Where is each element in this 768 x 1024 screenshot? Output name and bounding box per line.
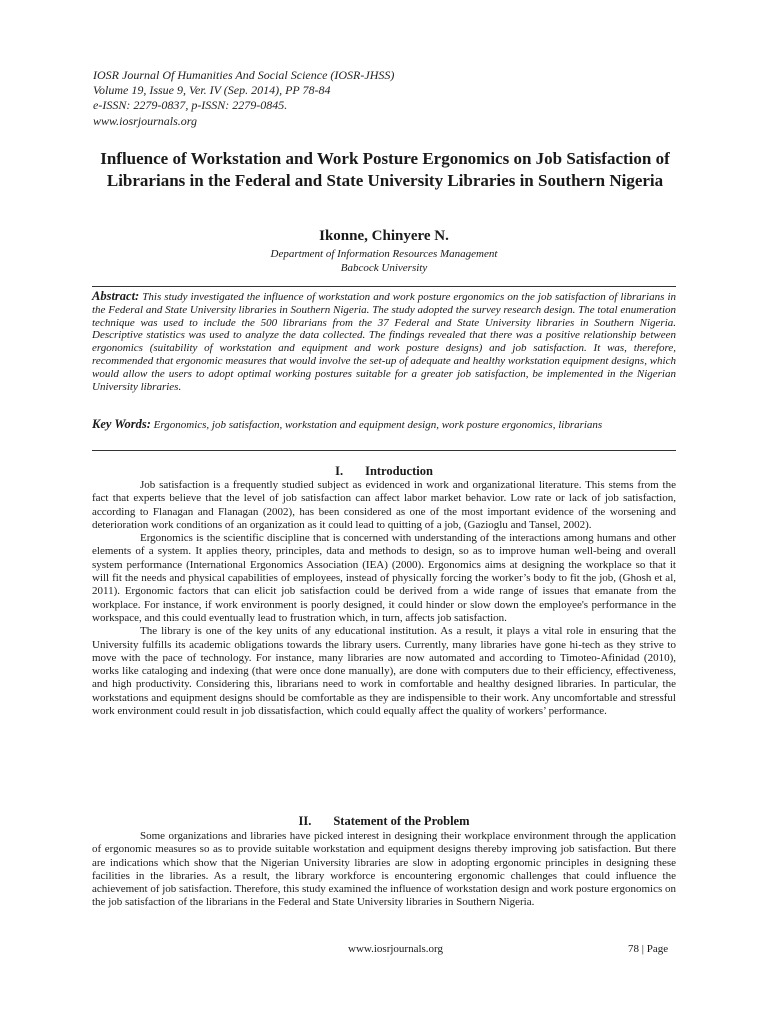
section-number: II. bbox=[298, 814, 312, 828]
paper-title: Influence of Workstation and Work Posture Ergonomics on Job Satisfaction of Librarians in the Federal and State University Libraries in Southern Nigeria bbox=[100, 149, 670, 190]
section-body-introduction bbox=[92, 479, 676, 718]
affiliation-department: Department of Information Resources Management bbox=[270, 248, 498, 260]
section-title: Introduction bbox=[365, 464, 433, 478]
keywords-label: Key Words: bbox=[92, 417, 151, 431]
keywords-text: Ergonomics, job satisfaction, workstation and equipment design, work posture ergonomics, librarians bbox=[153, 419, 603, 431]
footer-url[interactable]: www.iosrjournals.org bbox=[348, 943, 444, 955]
section-number: I. bbox=[335, 464, 344, 478]
affiliation-institution: Babcock University bbox=[340, 261, 428, 274]
abstract-text: This study investigated the influence of workstation and work posture ergonomics on the job satisfaction of librarians in the Federal and State University libraries in Southern Nigeria. The study adopted the survey research design. The total enumeration technique was used to include the 500 librarians from the 37 Federal and State University libraries in Southern Nigeria. Descriptive statistics was used to analyze the data collected. The findings revealed that there was a positive relationship between ergonomics (suitability of workstation and equipment and work posture designs) and job satisfaction. It was, therefore, recommended that ergonomic measures that would involve the set-up of adequate and healthy workstation equipment designs, which would allow the users to adopt optimal working postures suitable for a greater job satisfaction, be implemented in the Nigerian University libraries. bbox=[92, 291, 677, 393]
paragraph: Some organizations and libraries have picked interest in designing their workplace environment through the application of ergonomic measures so as to provide suitable workstation and equipment designs thereby improving job satisfaction. But there are indications which show that the Nigerian University libraries are slow in adopting ergonomic principles in designing these facilities in the libraries. As a result, the library workforce is encountering ergonomic challenges that could influence the achievement of job satisfaction. Therefore, this study examined the influence of workstation design and work posture ergonomics on the job satisfaction of the librarians in the Federal and State University libraries in Southern Nigeria. bbox=[92, 830, 676, 909]
journal-url[interactable]: www.iosrjournals.org bbox=[93, 113, 198, 128]
abstract bbox=[92, 290, 676, 393]
abstract-label: Abstract: bbox=[92, 289, 140, 303]
section-heading-introduction bbox=[0, 464, 768, 479]
paragraph: The library is one of the key units of any educational institution. As a result, it plays a vital role in ensuring that the University fulfills its academic obligations towards the library users. Currently, many libraries have gone hi-tech as they strive to move with the pace of technology. For instance, many libraries are now automated and according to Timoteo-Afinidad (2010), works like cataloging and indexing (that were once done manually), are done with computers due to their efficiency, effectiveness, and high productivity. Considering this, librarians need to work in comfortable and healthy designed libraries. In particular, the workstations and equipment designs should be comfortable as they are indispensible to their work. Any uncomfortable and stressful work environment could result in job dissatisfaction, which could equally affect the quality of workers’ performance. bbox=[92, 625, 676, 718]
abstract-bottom-rule bbox=[92, 450, 676, 451]
section-title: Statement of the Problem bbox=[333, 814, 470, 828]
journal-issn: e-ISSN: 2279-0837, p-ISSN: 2279-0845. bbox=[93, 98, 288, 113]
abstract-top-rule bbox=[92, 286, 676, 287]
journal-volume: Volume 19, Issue 9, Ver. IV (Sep. 2014), PP 78-84 bbox=[93, 83, 331, 98]
journal-name: IOSR Journal Of Humanities And Social Science (IOSR-JHSS) bbox=[93, 68, 395, 82]
author-affiliation bbox=[0, 248, 768, 275]
keywords bbox=[92, 418, 676, 432]
journal-header bbox=[93, 68, 593, 129]
author-name: Ikonne, Chinyere N. bbox=[319, 228, 449, 244]
section-heading-problem bbox=[0, 814, 768, 829]
section-body-problem bbox=[92, 830, 676, 910]
paragraph: Ergonomics is the scientific discipline that is concerned with understanding of the interactions among humans and other elements of a system. It applies theory, principles, data and methods to design, so as to improve human well-being and overall system performance (International Ergonomics Association (IEA) (2000). Ergonomics aims at designing the workplace so that it will fit the needs and physical capabilities of employees, instead of physically forcing the worker’s body to fit the job, (Ghosh et al, 2011). Ergonomic factors that can elicit job satisfaction could be derived from a wide range of issues that emanate from the workplace. For instance, if work environment is poorly designed, it could hinder or slow down the employee's performance in the workspace, and this could eventually lead to frustration which, in turn, affects job satisfaction. bbox=[92, 532, 676, 624]
paragraph: Job satisfaction is a frequently studied subject as evidenced in work and organizational literature. This stems from the fact that experts believe that the level of job satisfaction can affect labor market behavior. Low rate or lack of job satisfaction, according to Flanagan and Flanagan (2002), has been considered as one of the most important evidence of the worsening and deterioration work conditions of an organization as it could lead to quitting of a job, (Gazioglu and Tansel, 2002). bbox=[92, 479, 676, 531]
footer-page-number: 78 | Page bbox=[628, 943, 669, 955]
